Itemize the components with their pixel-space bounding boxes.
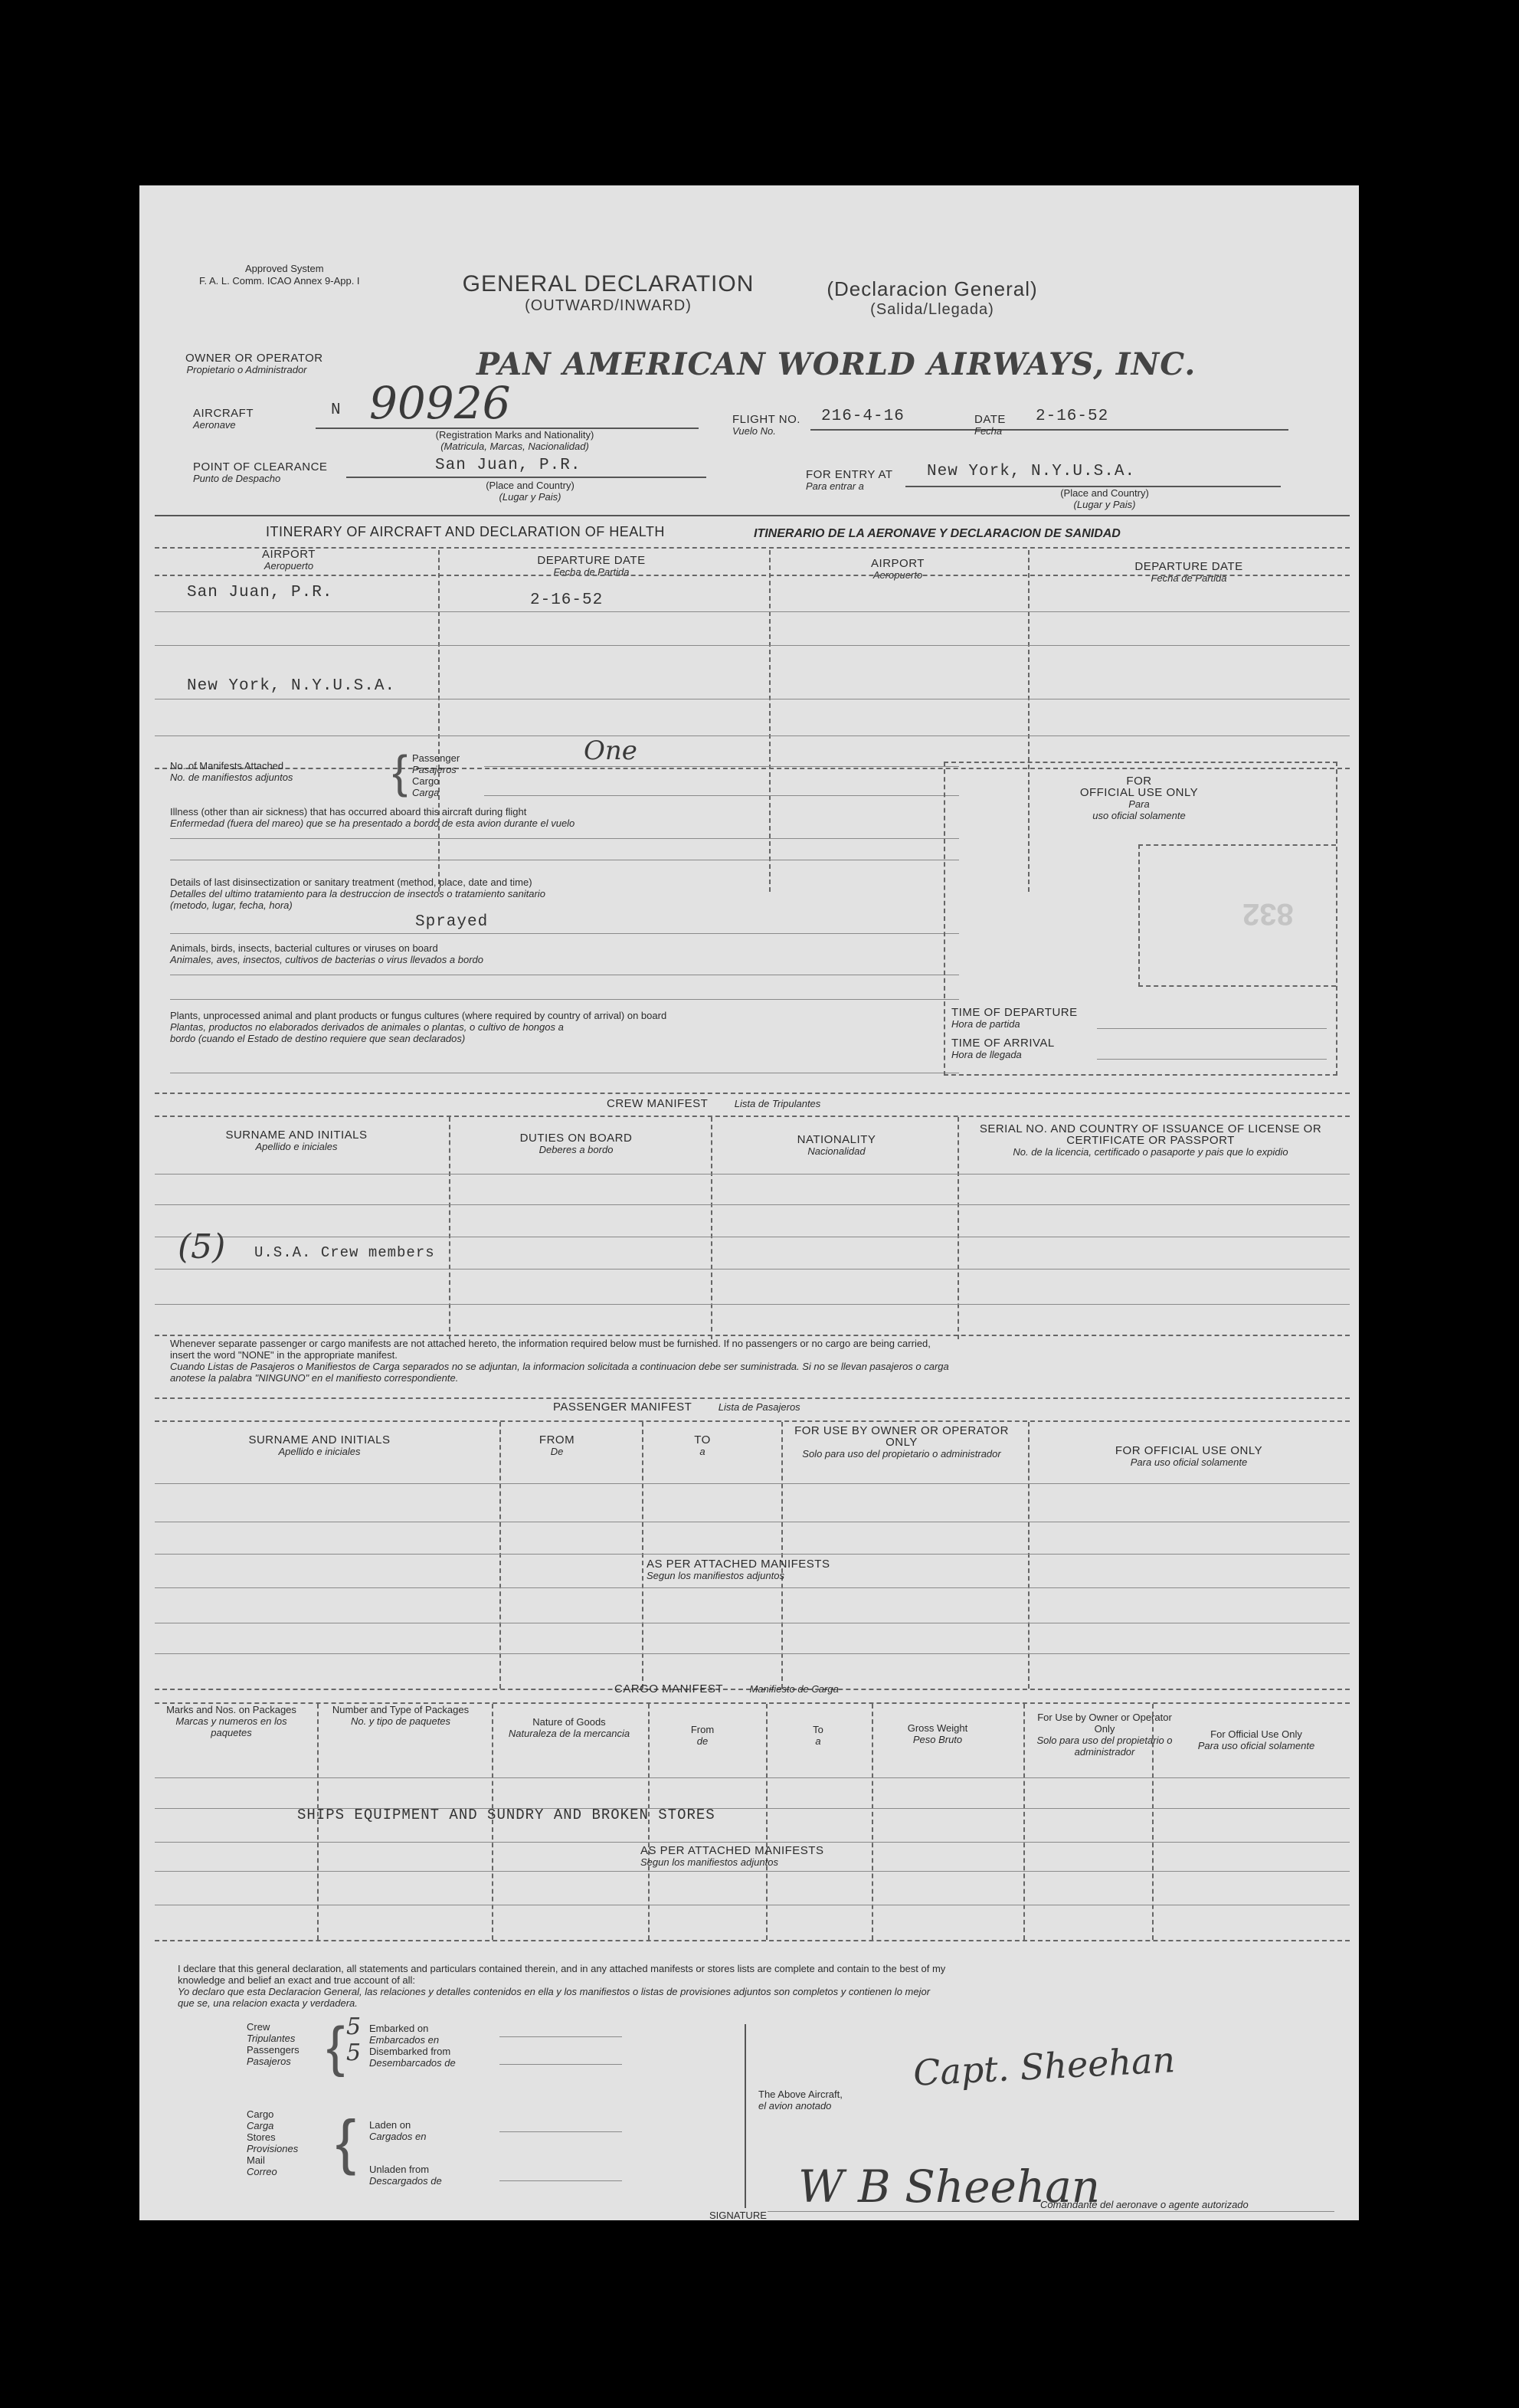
- passenger-heading: PASSENGER MANIFEST Lista de Pasajeros: [553, 1401, 800, 1414]
- cargo-col-4: From de: [690, 1724, 715, 1747]
- manifest-notice: Whenever separate passenger or cargo manifests are not attached hereto, the information required below must be furnished. If no passengers or no cargo are being carried, insert the word "NONE" in the appropriate manifest. Cuando Listas de Pasajeros o Manifiestos de Carga separados no se adjuntan, la informacion solicitada a continuacion debe ser suministrada. Si no se llevan pasajeros o carga anotese la palabra "NINGUNO" en el manifiesto correspondiente.: [170, 1338, 949, 1384]
- signature-mark: W B Sheehan: [798, 2161, 1101, 2213]
- cargo-col-6: Gross Weight Peso Bruto: [907, 1722, 968, 1745]
- passenger-col-2: FROM De: [539, 1433, 575, 1457]
- itinerary-departure-date: 2-16-52: [530, 591, 604, 609]
- passenger-attached: AS PER ATTACHED MANIFESTS Segun los manifiestos adjuntos: [647, 1558, 830, 1581]
- cargo-attached: AS PER ATTACHED MANIFESTS Segun los manifiestos adjuntos: [640, 1844, 824, 1868]
- clearance-place: San Juan, P.R.: [435, 457, 581, 474]
- passenger-col-5: FOR OFFICIAL USE ONLY Para uso oficial solamente: [1115, 1444, 1263, 1468]
- aircraft-note: (Registration Marks and Nationality) (Matricula, Marcas, Nacionalidad): [435, 429, 594, 452]
- signature-label: SIGNATURE: [709, 2210, 767, 2221]
- flight-date: 2-16-52: [1036, 408, 1109, 425]
- cargo-col-5: To a: [813, 1724, 823, 1747]
- crew-entry: U.S.A. Crew members: [254, 1244, 435, 1261]
- captain-name: Capt. Sheehan: [912, 2039, 1177, 2094]
- tally-value-2: 5: [346, 2039, 362, 2066]
- illness-label: Illness (other than air sickness) that has occurred aboard this aircraft during flight Enfermedad (fuera del mareo) que se ha presentado a bordo de esta avion durante el vuelo: [170, 806, 575, 829]
- animals-label: Animals, birds, insects, bacterial cultures or viruses on board Animales, aves, insectos, cultivos de bacterias o virus llevados a bordo: [170, 942, 483, 965]
- form-title: GENERAL DECLARATION (OUTWARD/INWARD): [462, 271, 755, 314]
- crew-col-3: NATIONALITY Nacionalidad: [797, 1133, 876, 1157]
- tally-goods-labels: Cargo Carga Stores Provisiones Mail Correo: [247, 2108, 299, 2177]
- declaration-form: Approved System F. A. L. Comm. ICAO Annex 9-App. I GENERAL DECLARATION (OUTWARD/INWARD) (Declaracion General) (Salida/Llegada) OWNER OR OPERATOR Propietario o Administrador PAN AMERICAN WORLD AIRWAYS, INC. AIRCRAFT Aeronave N 90926 (Registration Marks and Nationality) (Matricula, Marcas, Nacionalidad) FLIGHT NO. Vuelo No. 216-4-16 DATE Fecha 2-16-52 POINT OF CLEARANCE Punto de Despacho San Juan, P.R. (Place and Country) (Lugar y Pais) FOR ENTRY AT Para entrar a New York, N.Y.U.S.A. (Place and Country) (Lugar y Pais) ITINERARY OF AIRCRAFT AND DECLARATION OF HEALTH ITINERARIO DE LA AERONAVE Y DECLARACION DE SANIDAD AIRPORT Aeropuerto DEPARTURE DATE Fecha de Partida AIRPORT Aeropuerto DEPARTURE DATE Fecha de Partida San Juan, P.R. 2-16-52 New York, N.Y.U.S.A. No. of Manifests Attached No. de manifiestos adjuntos { Passenger Pasajeros Cargo Carga One Illness (other than air sickness) that has occurred aboard this aircraft during flight Enfermedad (fuera del mareo) que se ha presentado a bordo de esta avion durante el vuelo Details of last disinsectization or sanitary treatment (method, place, date and time) Detalles del ultimo tratamiento para la destruccion de insectos o tratamiento sanitario (metodo, lugar, fecha, hora) Sprayed Animals, birds, insects, bacterial cultures or viruses on board Animales, aves, insectos, cultivos de bacterias o virus llevados a bordo Plants, unprocessed animal and plant products or fungus cultures (where required by country of arrival) on board Plantas, productos no elaborados derivados de animales o plantas, o cultivo de hongos a bordo (cuando el Estado de destino requiere que sean declarados) FOR OFFICIAL USE ONLY Para uso oficial solamente 832 TIME OF DEPARTURE Hora de partida TIME OF ARRIVAL Hora de llegada CREW MANIFEST Lista de Tripulantes SURNAME AND INITIALS Apellido e iniciales DUTIES ON BOARD Deberes a bordo NATIONALITY Nacionalidad SERIAL NO. AND COUNTRY OF ISSUANCE OF LICENSE OR CERTIFICATE OR PASSPORT No. de la licencia, certificado o pasaporte y pais que lo expidio (5) U.S.A. Crew members Whenever separate passenger or cargo manifests are not attached hereto, the information required below must be furnished. If no passengers or no cargo are being carried, insert the word "NONE" in the appropriate manifest. Cuando Listas de Pasajeros o Manifiestos de Carga separados no se adjuntan, la informacion solicitada a continuacion debe ser suministrada. Si no se llevan pasajeros o carga anotese la palabra "NINGUNO" en el manifiesto correspondiente. PASSENGER MANIFEST Lista de Pasajeros SURNAME AND INITIALS Apellido e iniciales FROM De TO a FOR USE BY OWNER OR OPERATOR ONLY Solo para uso del propietario o administrador FOR OFFICIAL USE ONLY Para uso oficial solamente AS PER ATTACHED MANIFESTS Segun los manifiestos adjuntos CARGO MANIFEST Manifiesto de Carga Marks and Nos. on Packages Marcas y numeros en los paquetes Number and Type of Packages No. y tipo de paquetes Nature of Goods Naturaleza de la mercancia From de To a Gross Weight Peso Bruto For Use by Owner or Operator Only Solo para uso del propietario o administrador For Official Use Only Para uso oficial solamente SHIPS EQUIPMENT AND SUNDRY AND BROKEN STORES AS PER ATTACHED MANIFESTS Segun los manifiestos adjuntos I declare that this general declaration, all statements and particulars contained therein, and in any attached manifests or stores lists are complete and contain to the best of my knowledge and belief an exact and true account of all: Yo declaro que esta Declaracion General, las relaciones y detalles contenidos en ella y los manifiestos o listas de provisiones adjuntos son completos y contienen lo mejor que se, una relacion exacta y verdadera. Crew Tripulantes Passengers Pasajeros { 5 5 Embarked on Embarcados en Disembarked from Desembarcados de Cargo Carga Stores Provisiones Mail Correo { Laden on Cargados en Unladen from Descargados de Capt. Sheehan The Above Aircraft, el avion anotado W B Sheehan SIGNATURE Comandante del aeronave o agente autorizado: [139, 185, 1359, 2220]
- crew-heading: CREW MANIFEST Lista de Tripulantes: [607, 1097, 821, 1110]
- cargo-heading: CARGO MANIFEST Manifiesto de Carga: [614, 1682, 839, 1695]
- itinerary-col-4: DEPARTURE DATE Fecha de Partida: [1134, 560, 1243, 584]
- plants-label: Plants, unprocessed animal and plant products or fungus cultures (where required by country of arrival) on board Plantas, productos no elaborados derivados de animales o plantas, o cultivo de hongos a bordo (cuando el Estado de destino requiere que sean declarados): [170, 1010, 667, 1044]
- entry-place: New York, N.Y.U.S.A.: [927, 463, 1136, 480]
- signature-role: Comandante del aeronave o agente autorizado: [1040, 2199, 1249, 2210]
- cargo-col-2: Number and Type of Packages No. y tipo de paquetes: [332, 1704, 470, 1727]
- itinerary-col-3: AIRPORT Aeropuerto: [871, 557, 925, 581]
- official-stamp-area: [1138, 844, 1336, 987]
- aircraft-label: AIRCRAFT Aeronave: [193, 407, 254, 431]
- form-title-es: (Declaracion General) (Salida/Llegada): [827, 277, 1038, 318]
- declaration-text: I declare that this general declaration, all statements and particulars contained therein, and in any attached manifests or stores lists are complete and contain to the best of my knowledge and belief an exact and true account of all: Yo declaro que esta Declaracion General, las relaciones y detalles contenidos en ella y los manifiestos o listas de provisiones adjuntos son completos y contienen lo mejor que se, una relacion exacta y verdadera.: [178, 1963, 946, 2009]
- tally-value-1: 5: [346, 2013, 362, 2040]
- itinerary-col-2: DEPARTURE DATE Fecha de Partida: [537, 554, 646, 578]
- cargo-col-3: Nature of Goods Naturaleza de la mercancia: [508, 1716, 630, 1739]
- cargo-col-7: For Use by Owner or Operator Only Solo para uso del propietario o administrador: [1036, 1712, 1173, 1758]
- itinerary-origin: San Juan, P.R.: [187, 584, 333, 601]
- flight-number: 216-4-16: [821, 408, 905, 425]
- operator-label: OWNER OR OPERATOR Propietario o Administrador: [185, 352, 323, 375]
- disinsect-label: Details of last disinsectization or sanitary treatment (method, place, date and time) Detalles del ultimo tratamiento para la destruccion de insectos o tratamiento sanitario (metodo, lugar, fecha, hora): [170, 876, 545, 911]
- itinerary-col-1: AIRPORT Aeropuerto: [262, 548, 316, 572]
- cargo-entry: SHIPS EQUIPMENT AND SUNDRY AND BROKEN STORES: [297, 1807, 715, 1823]
- itinerary-heading-es: ITINERARIO DE LA AERONAVE Y DECLARACION DE SANIDAD: [754, 527, 1121, 540]
- tally-people-actions: Embarked on Embarcados en Disembarked from Desembarcados de: [369, 2023, 456, 2069]
- itinerary-heading: ITINERARY OF AIRCRAFT AND DECLARATION OF HEALTH: [266, 524, 665, 539]
- clearance-note: (Place and Country) (Lugar y Pais): [486, 480, 575, 503]
- flight-label: FLIGHT NO. Vuelo No.: [732, 413, 800, 437]
- departure-time-label: TIME OF DEPARTURE Hora de partida: [951, 1006, 1078, 1030]
- date-label: DATE Fecha: [974, 413, 1006, 437]
- manifests-count: One: [584, 736, 637, 766]
- crew-col-2: DUTIES ON BOARD Deberes a bordo: [519, 1132, 633, 1155]
- passenger-col-3: TO a: [694, 1433, 711, 1457]
- clearance-label: POINT OF CLEARANCE Punto de Despacho: [193, 460, 328, 484]
- official-stamp: 832: [1242, 897, 1294, 931]
- arrival-time-label: TIME OF ARRIVAL Hora de llegada: [951, 1037, 1055, 1060]
- cargo-col-8: For Official Use Only Para uso oficial solamente: [1197, 1728, 1315, 1751]
- passenger-col-4: FOR USE BY OWNER OR OPERATOR ONLY Solo para uso del propietario o administrador: [794, 1424, 1009, 1460]
- passenger-col-1: SURNAME AND INITIALS Apellido e iniciales: [248, 1433, 391, 1457]
- aircraft-registration: 90926: [369, 377, 511, 429]
- manifests-label: No. of Manifests Attached No. de manifiestos adjuntos: [170, 760, 293, 783]
- crew-count: (5): [178, 1227, 226, 1266]
- tally-goods-actions: Laden on Cargados en Unladen from Descargados de: [369, 2119, 442, 2187]
- entry-note: (Place and Country) (Lugar y Pais): [1060, 487, 1149, 510]
- approval-note: Approved System F. A. L. Comm. ICAO Annex 9-App. I: [199, 263, 360, 287]
- aircraft-prefix: N: [331, 401, 342, 419]
- entry-label: FOR ENTRY AT Para entrar a: [806, 468, 893, 492]
- crew-col-4: SERIAL NO. AND COUNTRY OF ISSUANCE OF LICENSE OR CERTIFICATE OR PASSPORT No. de la licencia, certificado o pasaporte y pais que lo expidio: [979, 1122, 1322, 1158]
- official-use-heading: FOR OFFICIAL USE ONLY Para uso oficial solamente: [1079, 775, 1199, 821]
- operator-name: PAN AMERICAN WORLD AIRWAYS, INC.: [476, 346, 1197, 382]
- manifests-types: Passenger Pasajeros Cargo Carga: [412, 752, 460, 798]
- above-aircraft-label: The Above Aircraft, el avion anotado: [758, 2089, 843, 2112]
- crew-col-1: SURNAME AND INITIALS Apellido e iniciales: [225, 1129, 368, 1152]
- itinerary-destination: New York, N.Y.U.S.A.: [187, 677, 396, 695]
- cargo-col-1: Marks and Nos. on Packages Marcas y numeros en los paquetes: [166, 1704, 296, 1738]
- disinsect-treatment: Sprayed: [415, 913, 489, 931]
- tally-people-labels: Crew Tripulantes Passengers Pasajeros: [247, 2021, 300, 2067]
